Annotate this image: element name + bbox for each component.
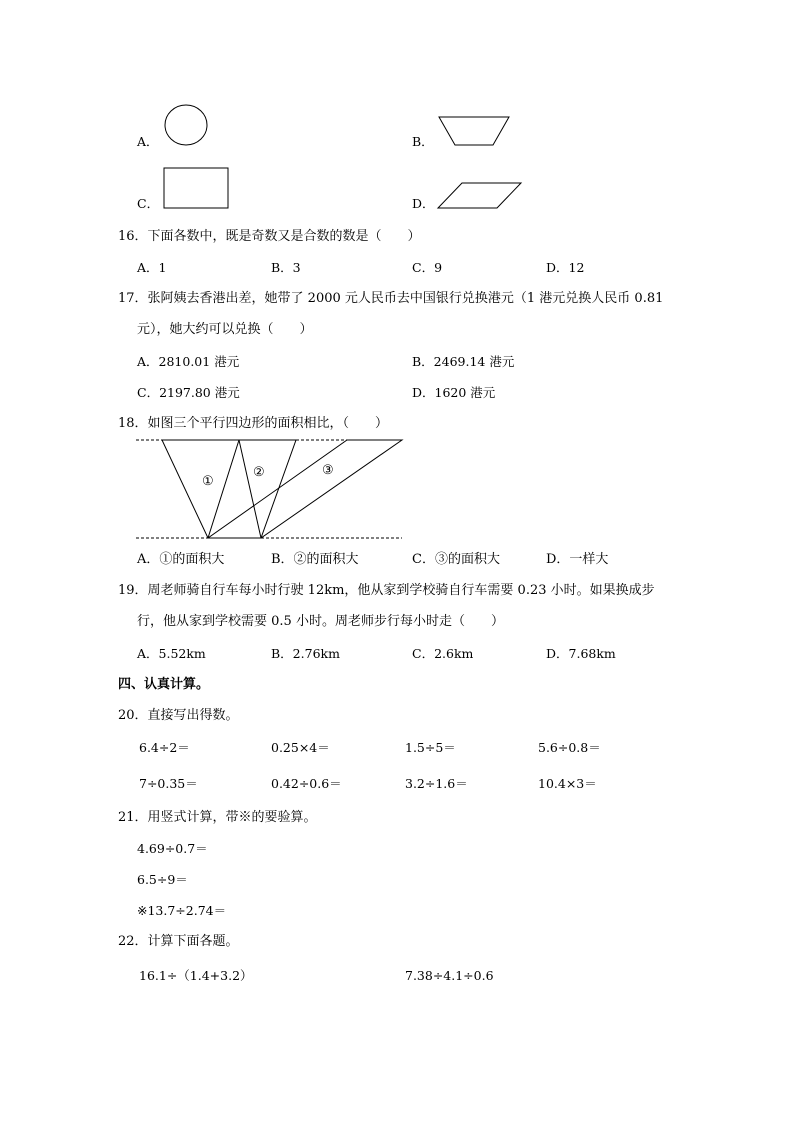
q18-option-a: A．①的面积大 (137, 552, 225, 567)
figure-label-1: ① (202, 474, 214, 489)
q19-stem-line2: 行，他从家到学校需要 0.5 小时。周老师步行每小时走（ ） (137, 614, 504, 629)
q21-item: ※13.7÷2.74＝ (137, 903, 227, 918)
q20-item: 7÷0.35＝ (139, 776, 198, 791)
q19-stem-line1: 19．周老师骑自行车每小时行驶 12km，他从家到学校骑自行车需要 0.23 小时。如果换成步 (118, 583, 655, 598)
q18-option-d: D．一样大 (546, 552, 609, 567)
figure-label-2: ② (253, 465, 265, 480)
option-c-label: C． (137, 196, 160, 211)
q20-item: 1.5÷5＝ (405, 740, 456, 755)
q18-stem: 18．如图三个平行四边形的面积相比，（ ） (118, 416, 389, 431)
q17-option-d: D．1620 港元 (412, 385, 496, 400)
q20-item: 5.6÷0.8＝ (538, 740, 601, 755)
q20-item: 3.2÷1.6＝ (405, 776, 468, 791)
q16-option-d: D．12 (546, 260, 585, 275)
q19-option-a: A．5.52km (137, 646, 206, 661)
q22-stem: 22．计算下面各题。 (118, 934, 239, 949)
section-heading: 四、认真计算。 (118, 677, 210, 692)
q17-stem-line2: 元），她大约可以兑换（ ） (137, 322, 313, 337)
q19-option-c: C．2.6km (412, 646, 474, 661)
rectangle-shape (163, 167, 231, 211)
q19-option-b: B．2.76km (271, 646, 340, 661)
q18-option-c: C．③的面积大 (412, 552, 500, 567)
q17-option-b: B．2469.14 港元 (412, 354, 515, 369)
q20-item: 0.25×4＝ (271, 740, 330, 755)
q22-item: 7.38÷4.1÷0.6 (405, 968, 494, 983)
parallelogram-shape (436, 181, 524, 211)
q21-item: 4.69÷0.7＝ (137, 841, 208, 856)
q16-stem: 16．下面各数中，既是奇数又是合数的数是（ ） (118, 229, 421, 244)
q18-option-b: B．②的面积大 (271, 552, 359, 567)
q21-stem: 21．用竖式计算，带※的要验算。 (118, 810, 317, 825)
trapezoid-shape (436, 115, 512, 147)
q16-option-a: A．1 (137, 260, 167, 275)
q17-stem-line1: 17．张阿姨去香港出差，她带了 2000 元人民币去中国银行兑换港元（1 港元兑换人民币 0.81 (118, 291, 664, 306)
q16-option-c: C．9 (412, 260, 443, 275)
q22-item: 16.1÷（1.4+3.2） (139, 968, 253, 983)
q20-item: 10.4×3＝ (538, 776, 597, 791)
q17-option-a: A．2810.01 港元 (137, 354, 240, 369)
q19-option-d: D．7.68km (546, 646, 616, 661)
figure-label-3: ③ (322, 463, 334, 478)
parallelograms-figure (136, 436, 406, 546)
q20-item: 0.42÷0.6＝ (271, 776, 342, 791)
q17-option-c: C．2197.80 港元 (137, 385, 240, 400)
q21-item: 6.5÷9＝ (137, 872, 188, 887)
q20-item: 6.4÷2＝ (139, 740, 190, 755)
q16-option-b: B．3 (271, 260, 301, 275)
circle-shape (163, 104, 211, 148)
option-d-label: D． (412, 196, 435, 211)
option-a-label: A． (137, 134, 159, 149)
q20-stem: 20．直接写出得数。 (118, 708, 239, 723)
option-b-label: B． (412, 134, 434, 149)
